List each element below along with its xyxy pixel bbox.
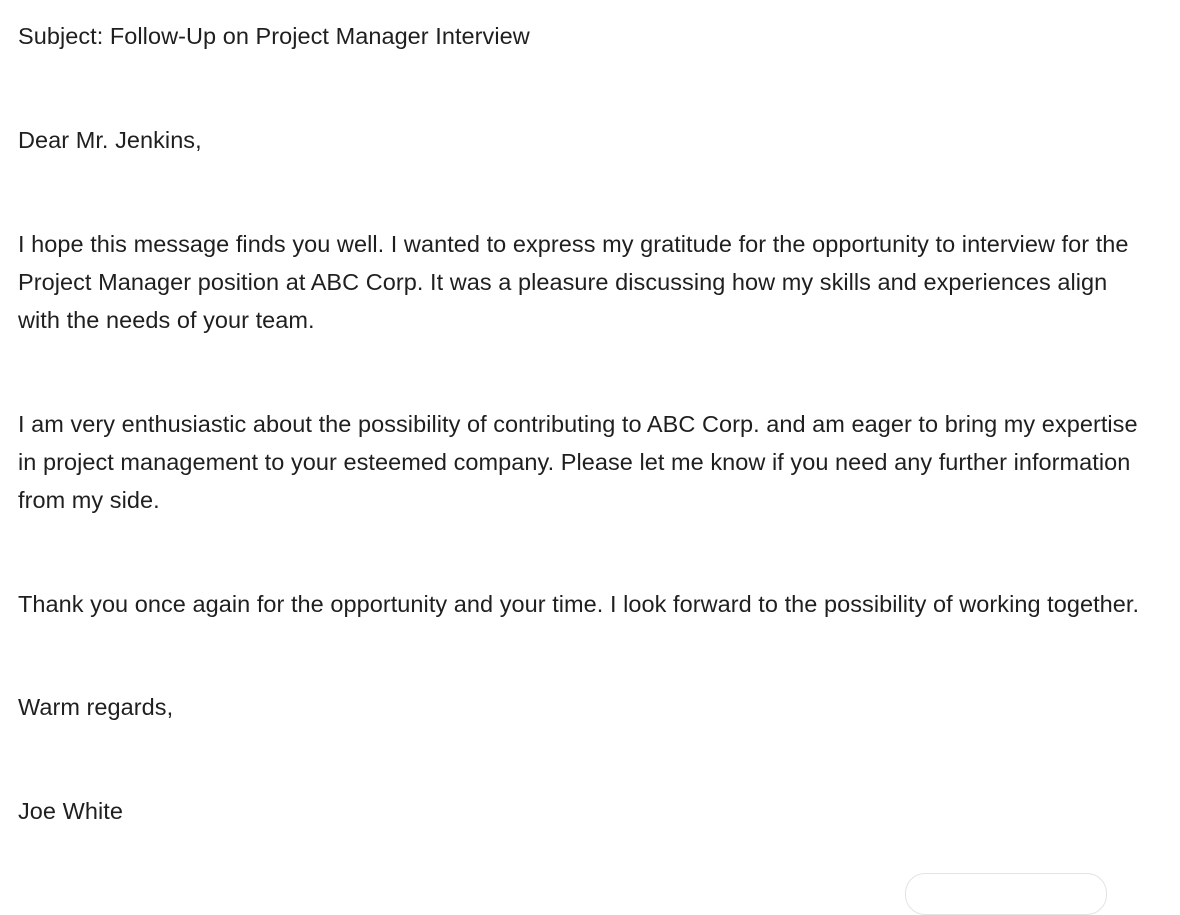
email-closing: Warm regards,: [18, 694, 174, 720]
email-salutation: Dear Mr. Jenkins,: [18, 127, 202, 153]
email-subject-line: Subject: Follow-Up on Project Manager Interview: [18, 23, 530, 49]
email-paragraph: I am very enthusiastic about the possibility of contributing to ABC Corp. and am eager to bring my expertise in project management to your esteemed company. Please let me know if you need any further information from my side.: [18, 411, 1138, 513]
bottom-action-pill[interactable]: [905, 873, 1107, 915]
email-paragraph: I hope this message finds you well. I wanted to express my gratitude for the opportunity to interview for the Project Manager position at ABC Corp. It was a pleasure discussing how my skills and experiences align with the needs of your team.: [18, 231, 1129, 333]
email-paragraph: Thank you once again for the opportunity and your time. I look forward to the possibility of working together.: [18, 591, 1140, 617]
email-signature: Joe White: [18, 798, 123, 824]
email-body: [18, 17, 1148, 830]
